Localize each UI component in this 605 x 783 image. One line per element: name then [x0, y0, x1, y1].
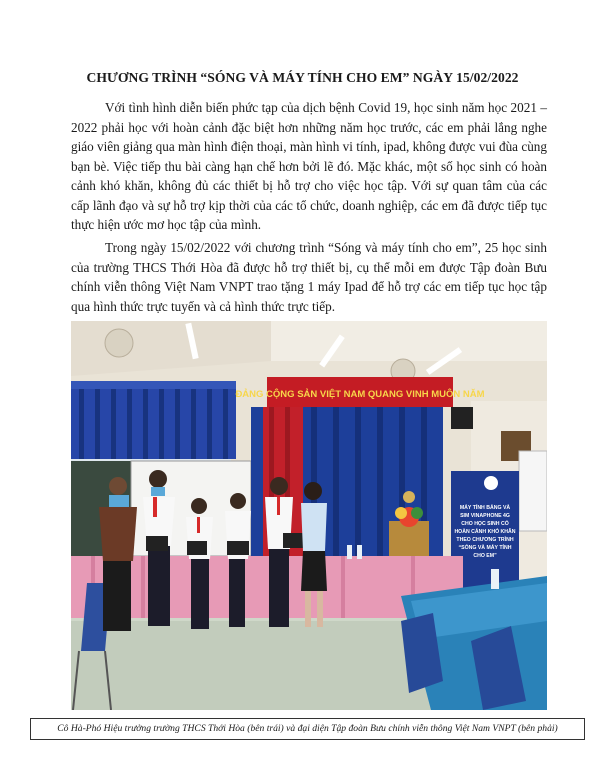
wall-banner-text: ĐẢNG CỘNG SẢN VIỆT NAM QUANG VINH MUÔN NĂM — [235, 389, 485, 400]
standee-line: CHO EM” — [473, 553, 497, 559]
standee-line: “SÓNG VÀ MÁY TÍNH — [458, 545, 512, 551]
standee-line: HOÀN CẢNH KHÓ KHĂN — [454, 529, 516, 535]
standee-line: MÁY TÍNH BẢNG VÀ — [459, 505, 511, 511]
document-title: CHƯƠNG TRÌNH “SÓNG VÀ MÁY TÍNH CHO EM” NGÀY 15/02/2022 — [86, 70, 519, 85]
paragraph-1: Với tình hình diễn biến phức tạp của dịch bệnh Covid 19, học sinh năm học 2021 – 2022 phải học với hoàn cảnh đặc biệt hơn những năm học trước, các em phải lắng nghe giáo viên giảng qua màn hình điện thoại, màn hình vi tính, ipad, không được vui đùa cùng bạn bè. Việc tiếp thu bài càng hạn chế hơn bởi lẽ đó. Mặc khác, một số học sinh có hoàn cảnh khó khăn, không đủ các thiết bị hỗ trợ cho việc học tập. Với sự quan tâm của các cấp lãnh đạo và sự hỗ trợ kịp thời của các tổ chức, doanh nghiệp, các em đã được tiếp tục thực hiện ước mơ học tập của mình. — [71, 100, 547, 232]
event-photo — [71, 321, 547, 710]
standee-line: THEO CHƯƠNG TRÌNH — [456, 537, 514, 543]
standee-line: SIM VINAPHONE 4G — [460, 513, 510, 519]
paragraph-2: Trong ngày 15/02/2022 với chương trình “Sóng và máy tính cho em”, 25 học sinh của trường THCS Thới Hòa đã được hỗ trợ thiết bị, cụ thể mỗi em được Tập đoàn Bưu chính viễn thông Việt Nam VNPT trao tặng 1 máy Ipad để hỗ trợ các em tiếp tục học tập qua hình thức trực tuyến và cả hình thức trực tiếp. — [71, 240, 547, 314]
standee-line: CHO HỌC SINH CÓ — [461, 521, 509, 527]
photo-caption: Cô Hà-Phó Hiệu trưởng trường THCS Thới Hòa (bên trái) và đại diện Tập đoàn Bưu chính viễn thông Việt Nam VNPT (bên phải) — [30, 718, 585, 740]
